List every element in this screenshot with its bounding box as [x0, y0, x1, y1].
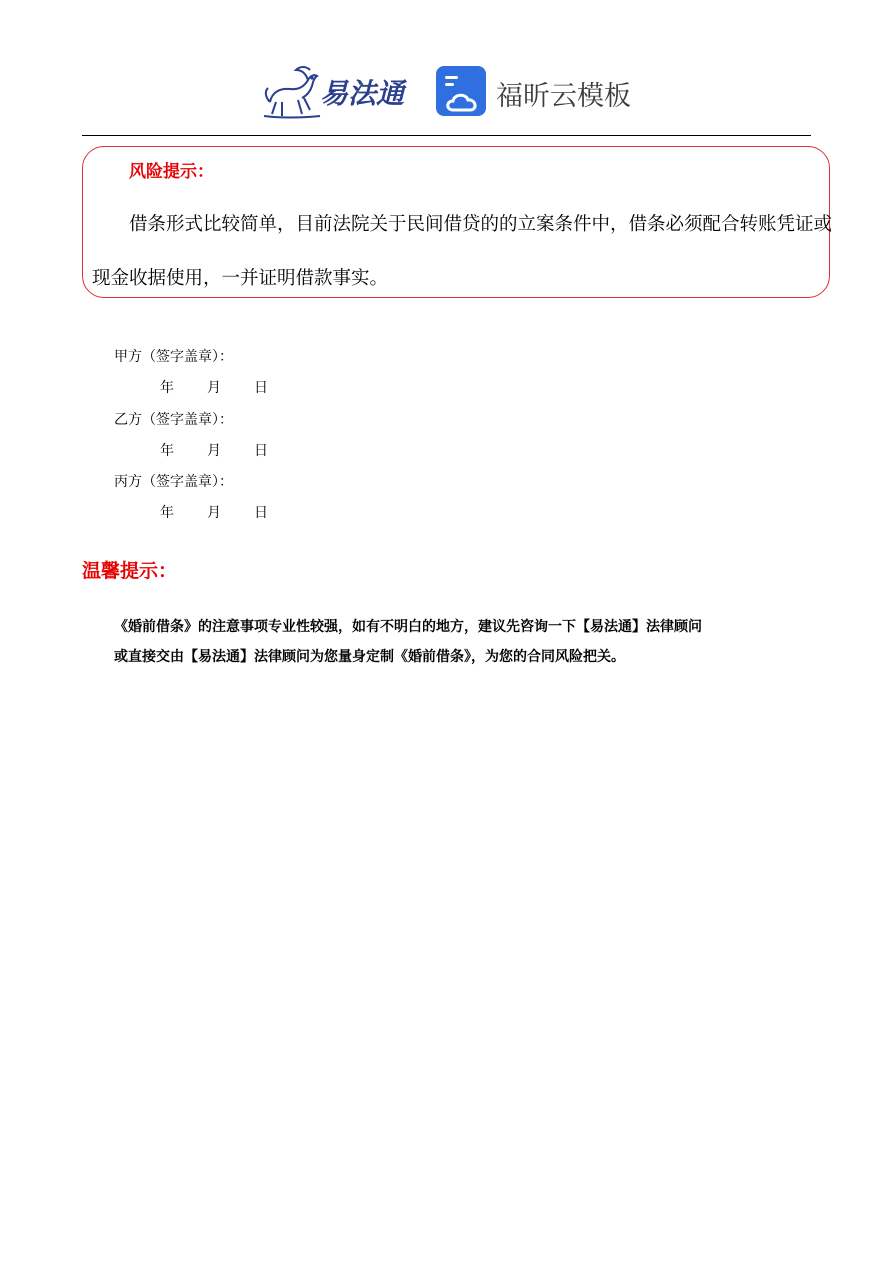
risk-notice-text-line2: 现金收据使用，一并证明借款事实。 — [92, 268, 389, 289]
party-b-date — [114, 439, 414, 470]
fuxin-cloud-icon — [436, 66, 486, 116]
risk-notice-text-line1: 借条形式比较简单，目前法院关于民间借贷的的立案条件中，借条必须配合转账凭证或 — [129, 214, 833, 235]
month-label: 月 — [207, 442, 221, 459]
year-label: 年 — [160, 442, 174, 459]
day-label: 日 — [254, 380, 268, 397]
party-a-date — [114, 376, 414, 407]
tips-title: 温馨提示： — [82, 560, 178, 582]
header-divider — [82, 135, 811, 136]
tips-text-line1: 《婚前借条》的注意事项专业性较强，如有不明白的地方，建议先咨询一下【易法通】法律顾问 — [114, 619, 702, 635]
fuxin-logo-text: 福昕云模板 — [496, 81, 631, 112]
year-label: 年 — [160, 380, 174, 397]
month-label: 月 — [207, 380, 221, 397]
party-c-date — [114, 501, 414, 532]
yifatong-logo — [262, 62, 412, 120]
year-label: 年 — [160, 505, 174, 522]
day-label: 日 — [254, 442, 268, 459]
fuxin-logo — [436, 66, 636, 118]
month-label: 月 — [207, 505, 221, 522]
tips-text-line2: 或直接交由【易法通】法律顾问为您量身定制《婚前借条》，为您的合同风险把关。 — [114, 649, 625, 665]
tips-body — [114, 612, 814, 672]
party-c-signature: 丙方（签字盖章）： — [114, 474, 233, 491]
risk-notice-box — [82, 146, 833, 298]
party-b-signature: 乙方（签字盖章）： — [114, 411, 233, 428]
qilin-horse-icon — [262, 62, 322, 120]
page-header — [0, 0, 893, 136]
risk-notice-title: 风险提示： — [129, 162, 214, 182]
party-a-signature: 甲方（签字盖章）： — [114, 349, 233, 365]
yifatong-logo-text: 易法通 — [320, 77, 405, 110]
day-label: 日 — [254, 505, 268, 522]
signature-block — [114, 345, 414, 533]
